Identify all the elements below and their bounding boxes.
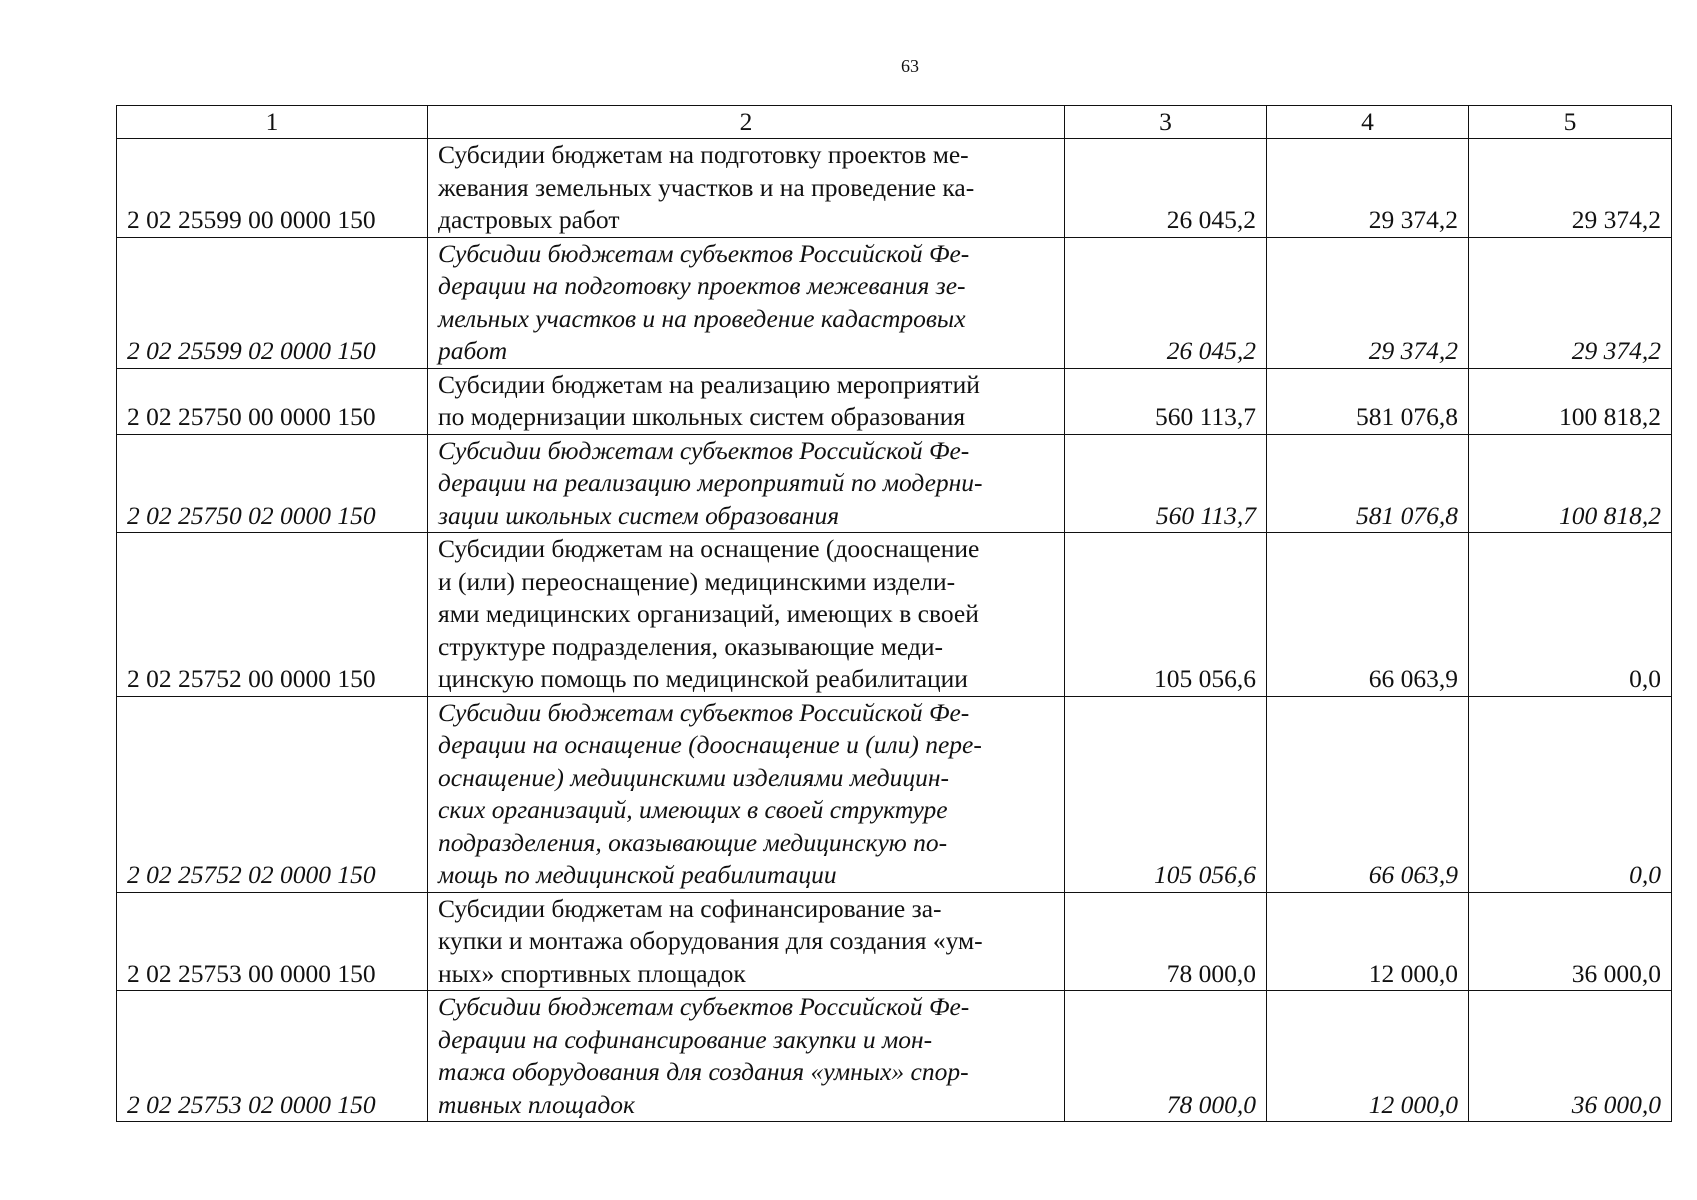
code-cell: 2 02 25753 02 0000 150 xyxy=(117,991,428,1122)
code-cell: 2 02 25599 00 0000 150 xyxy=(117,139,428,238)
description-cell: Субсидии бюджетам субъектов Российской Фе- дерации на оснащение (дооснащение и (или) пере- оснащение) медицинскими изделиями медицин- ских организаций, имеющих в своей структуре подразделения, оказывающие медицинскую по- мощь по медицинской реабилитации xyxy=(428,696,1065,892)
description-cell: Субсидии бюджетам на реализацию мероприятий по модернизации школьных систем образования xyxy=(428,368,1065,434)
table-row xyxy=(117,368,1672,434)
table-row xyxy=(117,892,1672,991)
table-row xyxy=(117,434,1672,533)
description-cell: Субсидии бюджетам на софинансирование за- купки и монтажа оборудования для создания «ум- ных» спортивных площадок xyxy=(428,892,1065,991)
value-year2-cell: 581 076,8 xyxy=(1267,368,1469,434)
budget-table xyxy=(116,105,1672,1122)
code-cell: 2 02 25750 02 0000 150 xyxy=(117,434,428,533)
value-year1-cell: 560 113,7 xyxy=(1065,368,1267,434)
value-year2-cell: 12 000,0 xyxy=(1267,892,1469,991)
value-year1-cell: 560 113,7 xyxy=(1065,434,1267,533)
table-row xyxy=(117,991,1672,1122)
header-row xyxy=(117,106,1672,139)
description-cell: Субсидии бюджетам субъектов Российской Фе- дерации на реализацию мероприятий по модерни- зации школьных систем образования xyxy=(428,434,1065,533)
value-year2-cell: 581 076,8 xyxy=(1267,434,1469,533)
value-year2-cell: 29 374,2 xyxy=(1267,139,1469,238)
value-year3-cell: 29 374,2 xyxy=(1469,139,1672,238)
value-year1-cell: 26 045,2 xyxy=(1065,237,1267,368)
value-year2-cell: 12 000,0 xyxy=(1267,991,1469,1122)
description-cell: Субсидии бюджетам на подготовку проектов ме- жевания земельных участков и на проведение ка- дастровых работ xyxy=(428,139,1065,238)
value-year3-cell: 36 000,0 xyxy=(1469,892,1672,991)
code-cell: 2 02 25752 02 0000 150 xyxy=(117,696,428,892)
column-header-2: 2 xyxy=(428,106,1065,139)
value-year1-cell: 26 045,2 xyxy=(1065,139,1267,238)
column-header-5: 5 xyxy=(1469,106,1672,139)
code-cell: 2 02 25753 00 0000 150 xyxy=(117,892,428,991)
table-row xyxy=(117,139,1672,238)
value-year1-cell: 78 000,0 xyxy=(1065,892,1267,991)
description-cell: Субсидии бюджетам субъектов Российской Фе- дерации на софинансирование закупки и мон- тажа оборудования для создания «умных» спор- тивных площадок xyxy=(428,991,1065,1122)
code-cell: 2 02 25750 00 0000 150 xyxy=(117,368,428,434)
column-header-3: 3 xyxy=(1065,106,1267,139)
code-cell: 2 02 25599 02 0000 150 xyxy=(117,237,428,368)
value-year3-cell: 100 818,2 xyxy=(1469,434,1672,533)
table-body xyxy=(117,139,1672,1122)
value-year1-cell: 105 056,6 xyxy=(1065,533,1267,697)
column-header-4: 4 xyxy=(1267,106,1469,139)
value-year3-cell: 0,0 xyxy=(1469,696,1672,892)
value-year1-cell: 105 056,6 xyxy=(1065,696,1267,892)
description-cell: Субсидии бюджетам субъектов Российской Фе- дерации на подготовку проектов межевания зе- мельных участков и на проведение кадастровых работ xyxy=(428,237,1065,368)
table-row xyxy=(117,533,1672,697)
value-year3-cell: 100 818,2 xyxy=(1469,368,1672,434)
value-year2-cell: 29 374,2 xyxy=(1267,237,1469,368)
value-year2-cell: 66 063,9 xyxy=(1267,533,1469,697)
table-row xyxy=(117,696,1672,892)
value-year1-cell: 78 000,0 xyxy=(1065,991,1267,1122)
value-year3-cell: 0,0 xyxy=(1469,533,1672,697)
value-year3-cell: 29 374,2 xyxy=(1469,237,1672,368)
code-cell: 2 02 25752 00 0000 150 xyxy=(117,533,428,697)
value-year3-cell: 36 000,0 xyxy=(1469,991,1672,1122)
table-row xyxy=(117,237,1672,368)
column-header-1: 1 xyxy=(117,106,428,139)
page-number: 63 xyxy=(901,56,919,76)
value-year2-cell: 66 063,9 xyxy=(1267,696,1469,892)
description-cell: Субсидии бюджетам на оснащение (дооснащение и (или) переоснащение) медицинскими издели- ями медицинских организаций, имеющих в своей структуре подразделения, оказывающие меди- цинскую помощь по медицинской реабилитации xyxy=(428,533,1065,697)
